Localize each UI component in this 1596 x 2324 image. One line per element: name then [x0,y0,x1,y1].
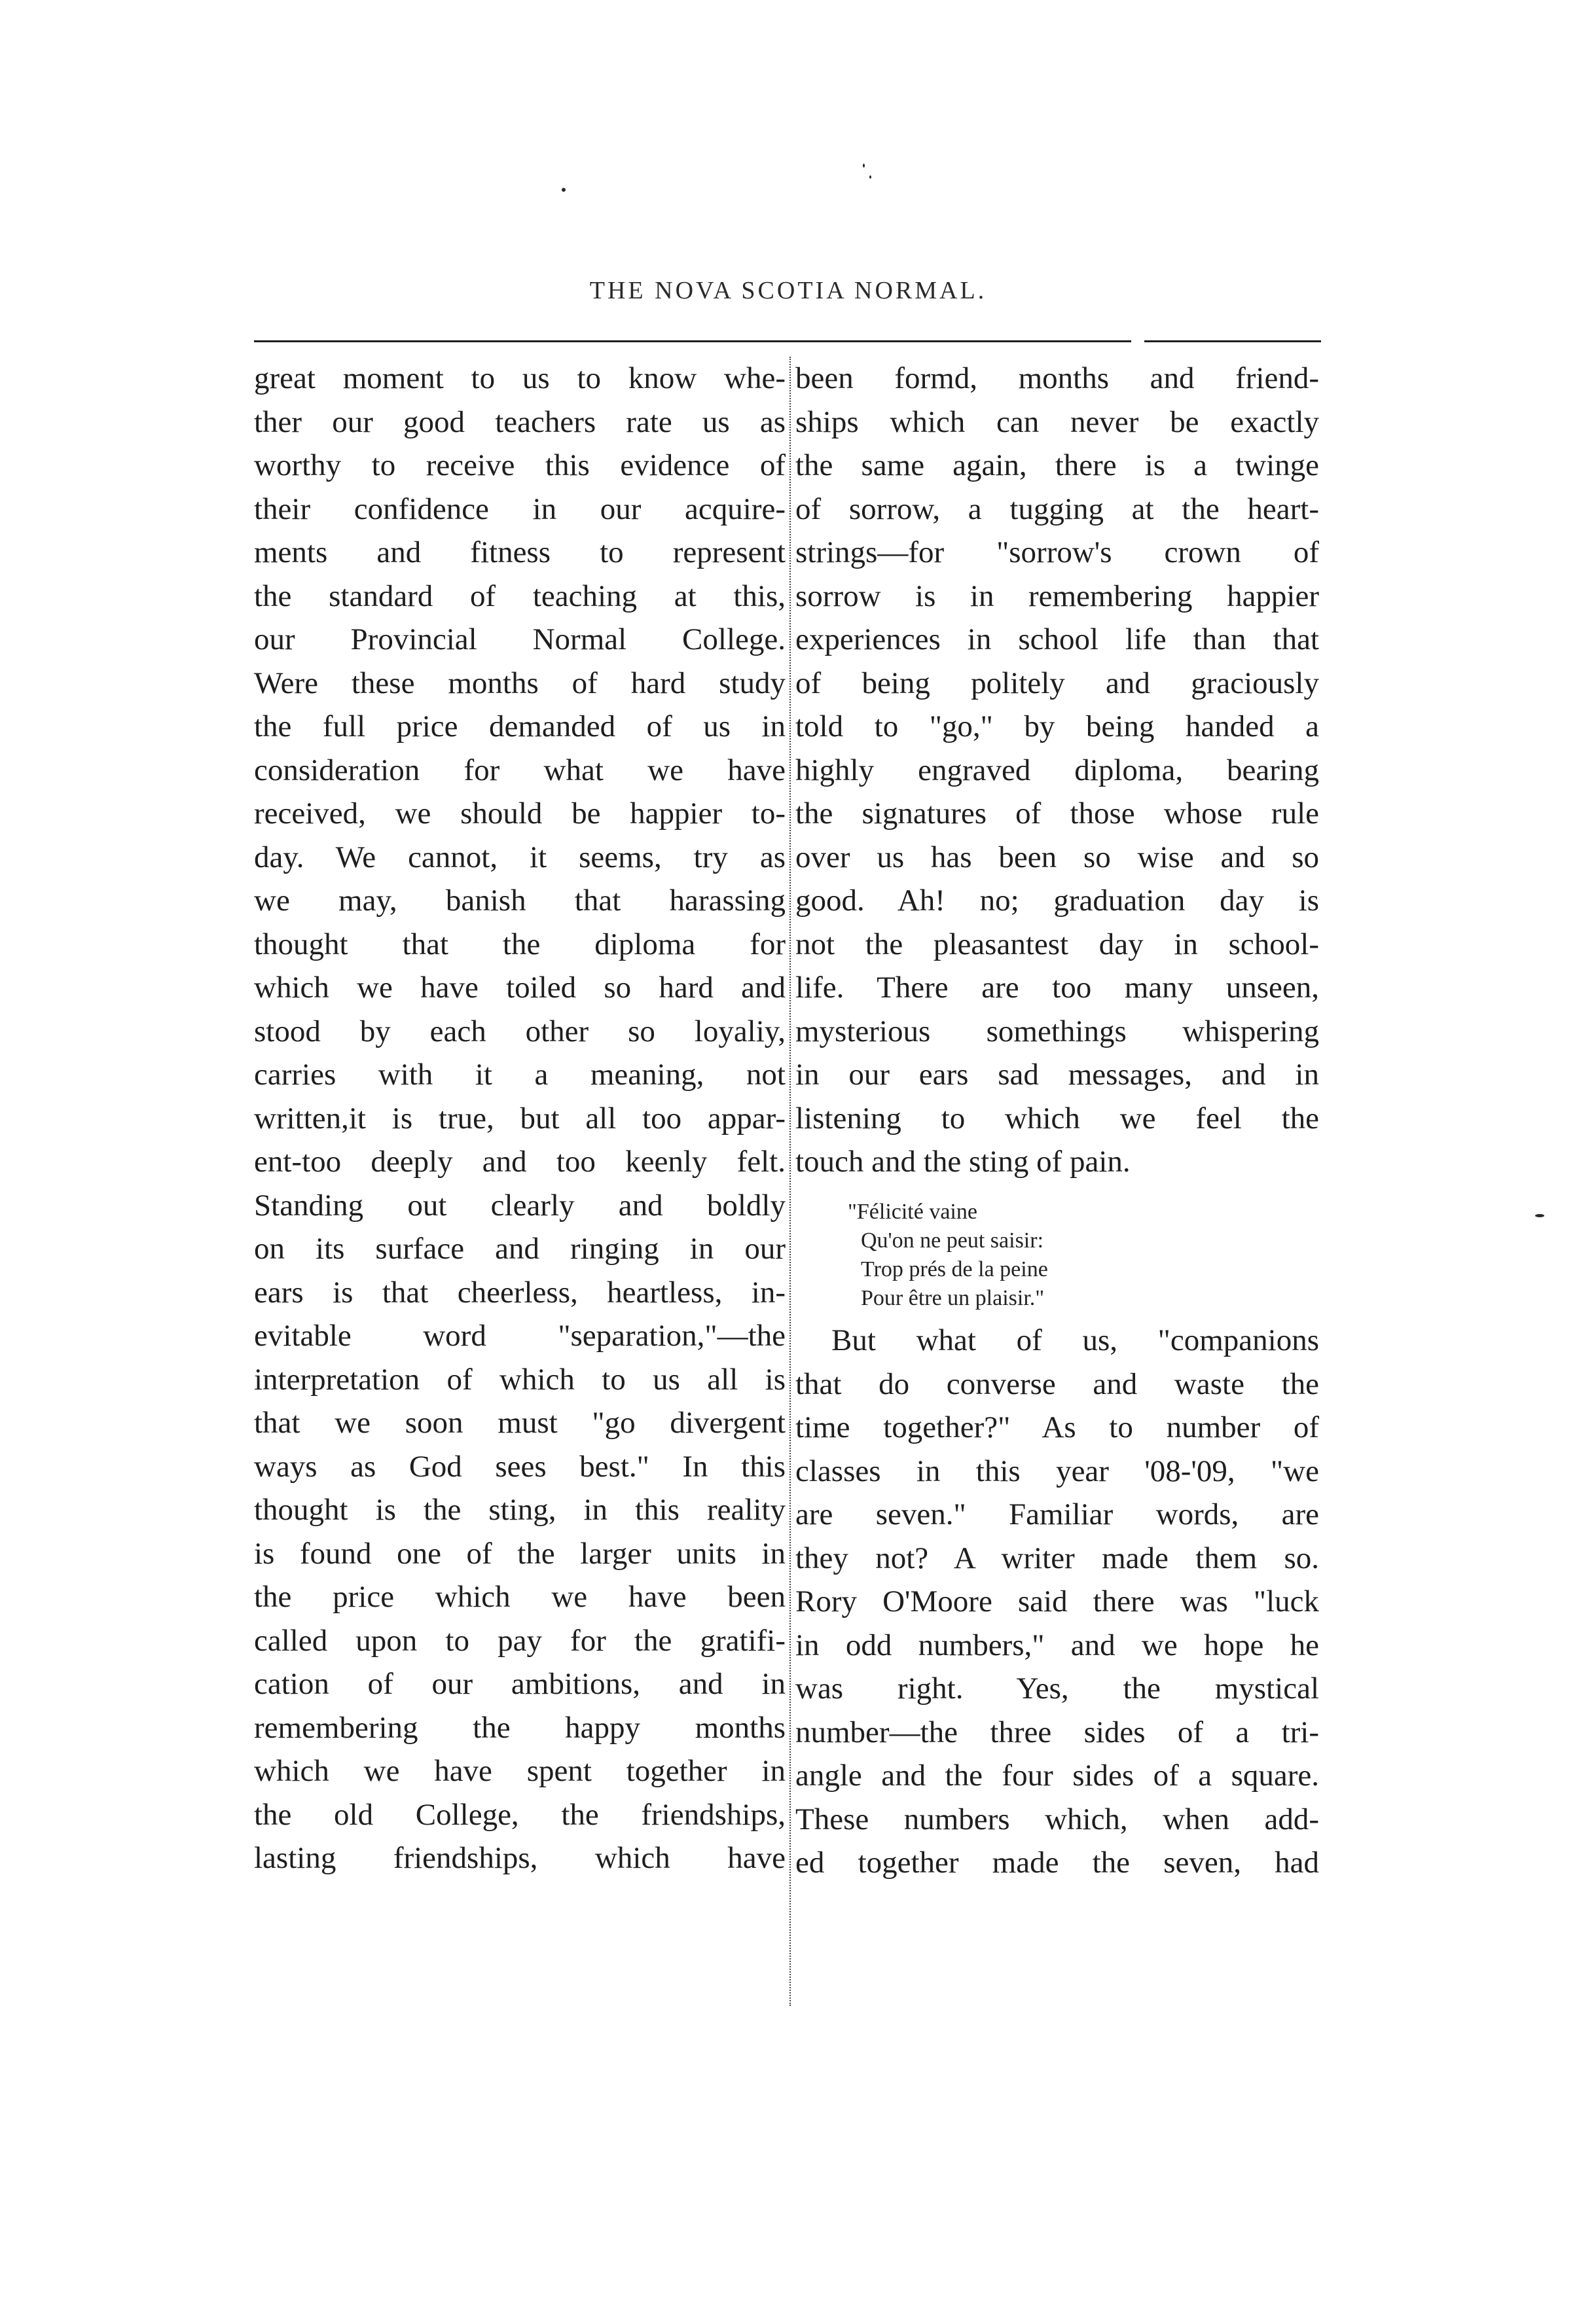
text-line: the same again, there is a twinge [795,448,1319,482]
text-line: remembering the happy months [254,1710,786,1745]
text-line: sorrow is in remembering happier [795,579,1319,613]
header-rule-short [1144,340,1321,342]
text-line: on its surface and ringing in our [254,1232,786,1266]
text-line: in odd numbers," and we hope he [795,1628,1319,1662]
text-line: we may, banish that harassing [254,884,786,918]
header-rule [254,340,1131,342]
text-line: But what of us, "companions [831,1323,1319,1357]
scan-speck [1535,1214,1544,1217]
text-line: cation of our ambitions, and in [254,1667,786,1701]
verse-line: Trop prés de la peine [861,1257,1048,1281]
text-line: listening to which we feel the [795,1101,1319,1135]
text-line: stood by each other so loyaliy, [254,1014,786,1048]
text-line: carries with it a meaning, not [254,1058,786,1092]
text-line: of being politely and graciously [795,666,1319,700]
text-line: worthy to receive this evidence of [254,448,786,482]
text-line: strings—for "sorrow's crown of [795,535,1319,569]
text-line: interpretation of which to us all is [254,1362,786,1397]
text-line: ways as God sees best." In this [254,1449,786,1484]
text-line: time together?" As to number of [795,1410,1319,1444]
text-line: of sorrow, a tugging at the heart- [795,492,1319,526]
scan-speck [562,188,566,192]
text-line: touch and the sting of pain. [795,1145,1131,1179]
text-line: evitable word "separation,"—the [254,1319,786,1353]
text-line: ships which can never be exactly [795,404,1319,439]
text-line: our Provincial Normal College. [254,622,786,656]
text-line: Rory O'Moore said there was "luck [795,1584,1319,1618]
text-line: highly engraved diploma, bearing [795,753,1319,787]
text-line: consideration for what we have [254,753,786,787]
text-line: life. There are too many unseen, [795,971,1319,1005]
text-line: ent-too deeply and too keenly felt. [254,1145,786,1179]
text-line: day. We cannot, it seems, try as [254,840,786,874]
text-line: Standing out clearly and boldly [254,1188,786,1223]
text-line: ed together made the seven, had [795,1846,1319,1880]
text-line: great moment to us to know whe- [254,361,786,395]
text-line: not the pleasantest day in school- [795,927,1319,961]
text-line: number—the three sides of a tri- [795,1715,1319,1749]
verse-line: "Félicité vaine [848,1200,977,1224]
verse-line: Qu'on ne peut saisir: [861,1228,1044,1253]
text-line: called upon to pay for the gratifi- [254,1623,786,1658]
page-header: THE NOVA SCOTIA NORMAL. [589,277,987,304]
text-line: is found one of the larger units in [254,1536,786,1571]
text-line: Were these months of hard study [254,666,786,700]
text-line: good. Ah! no; graduation day is [795,884,1319,918]
text-line: the standard of teaching at this, [254,579,786,613]
text-line: received, we should be happier to- [254,796,786,831]
left-column [254,357,786,1880]
text-line: they not? A writer made them so. [795,1541,1319,1575]
text-line: lasting friendships, which have [254,1841,786,1875]
text-line: was right. Yes, the mystical [795,1671,1319,1706]
text-line: the signatures of those whose rule [795,796,1319,831]
text-line: the full price demanded of us in [254,709,786,743]
text-line: their confidence in our acquire- [254,492,786,526]
text-line: ments and fitness to represent [254,535,786,569]
scan-speck [863,164,865,168]
scan-speck [869,175,871,179]
text-line: been formd, months and friend- [795,361,1319,395]
right-column-bottom [795,1319,1319,1885]
text-line: ears is that cheerless, heartless, in- [254,1275,786,1310]
text-line: that we soon must "go divergent [254,1406,786,1440]
text-line: thought that the diploma for [254,927,786,961]
column-divider [789,357,791,2006]
text-line: the price which we have been [254,1580,786,1614]
text-line: are seven." Familiar words, are [795,1497,1319,1531]
text-line: These numbers which, when add- [795,1802,1319,1836]
french-verse [848,1198,1048,1313]
verse-line: Pour être un plaisir." [861,1286,1045,1310]
text-line: that do converse and waste the [795,1367,1319,1401]
text-line: angle and the four sides of a square. [795,1759,1319,1793]
text-line: in our ears sad messages, and in [795,1058,1319,1092]
text-line: which we have toiled so hard and [254,971,786,1005]
text-line: the old College, the friendships, [254,1797,786,1832]
text-line: mysterious somethings whispering [795,1014,1319,1048]
text-line: experiences in school life than that [795,622,1319,656]
text-line: written,it is true, but all too appar- [254,1101,786,1135]
text-line: classes in this year '08-'09, "we [795,1454,1319,1488]
text-line: over us has been so wise and so [795,840,1319,874]
text-line: ther our good teachers rate us as [254,404,786,439]
text-line: told to "go," by being handed a [795,709,1319,743]
text-line: thought is the sting, in this reality [254,1493,786,1527]
text-line: which we have spent together in [254,1754,786,1788]
right-column-top [795,357,1319,1184]
